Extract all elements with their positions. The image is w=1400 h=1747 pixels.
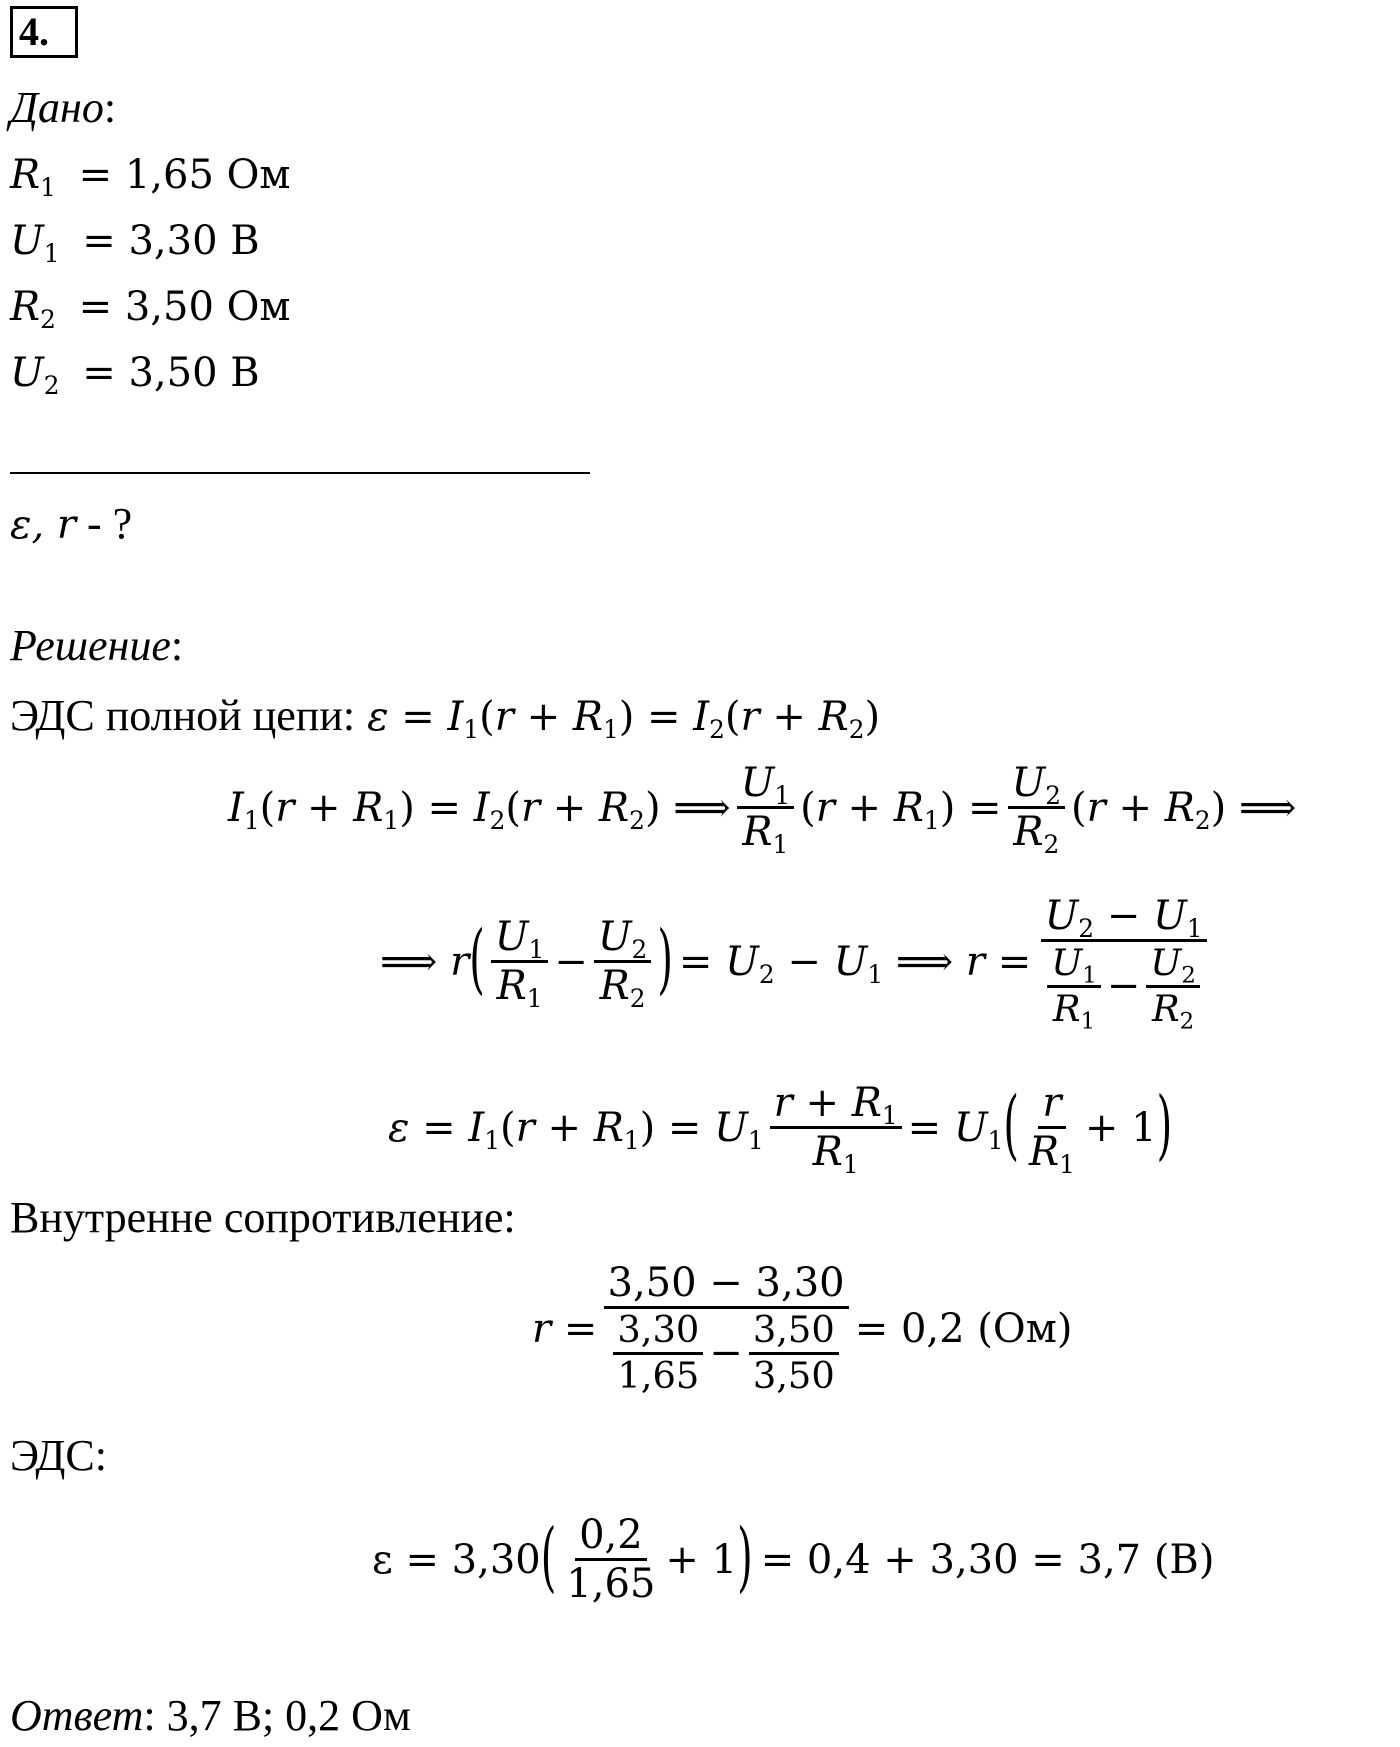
derivation-line-2: ⟹ r ( $\frac{U_1}{R_1}$ − $\frac{U_2}{R_2}$ ) = $U_2 - U_1$ ⟹ r = $U_2 - U_1$ $\frac{U_1}{R_1}$ − $\frac{U_2}{R_2}$ [380, 895, 1216, 1028]
find-line [10, 498, 132, 549]
r-r2-value: 3,50 [752, 1353, 835, 1397]
emf-prefix: ε = 3,30 [372, 1536, 541, 1583]
fraction-r-numeric: 3,50 − 3,30 $\frac{3,30}{1,65}$ − $\frac{3,50}{3,50}$ [603, 1262, 848, 1395]
derivation-line-3: $\varepsilon = I_1(r + R_1) = U_1$ $\frac{r + R_1}{R_1}$ = $U_1$ ( $\frac{r}{R_1}$ + 1 ) [388, 1080, 1173, 1179]
given-item-r1 [10, 152, 291, 202]
problem-number: 4. [10, 6, 78, 58]
fraction-r-formula: $U_2 - U_1$ $\frac{U_1}{R_1}$ − $\frac{U_2}{R_2}$ [1037, 895, 1210, 1028]
given-sub: 1 [40, 172, 56, 202]
solution-label: Решение [10, 621, 171, 670]
given-label: Дано [10, 83, 104, 132]
given-sym: U [10, 350, 44, 396]
given-sym: R [10, 152, 41, 198]
given-sym: R [10, 284, 41, 330]
answer-line [10, 1690, 411, 1741]
emf-full-circuit-line [10, 690, 881, 744]
answer-label: Ответ [10, 1691, 144, 1740]
r-u1-value: 3,30 [613, 1311, 703, 1355]
find-suffix: - ? [76, 499, 133, 548]
fraction-emf [562, 1514, 659, 1605]
derivation-line-1: $I_1(r + R_1) = I_2(r + R_2)$ ⟹ $\frac{U_1}{R_1}$ $(r + R_1)$ = $\frac{U_2}{R_2}$ $(r + R_2)$ ⟹ [228, 760, 1297, 859]
given-sub: 1 [43, 238, 60, 268]
given-item-u1 [10, 218, 260, 268]
internal-resistance-calc: r = 3,50 − 3,30 $\frac{3,30}{1,65}$ − $\frac{3,50}{3,50}$ = 0,2 (Ом) [532, 1260, 1073, 1397]
answer-colon: : [143, 1691, 156, 1740]
emf-full-circuit-label: ЭДС полной цепи: [10, 691, 356, 740]
fraction-u1-r1: $\frac{U_1}{R_1}$ [737, 762, 795, 853]
r-result: = 0,2 (Ом) [854, 1305, 1073, 1352]
answer-text: 3,7 В; 0,2 Ом [155, 1691, 411, 1740]
given-value: = 3,30 В [82, 218, 260, 264]
emf-frac-den: 1,65 [566, 1561, 656, 1607]
given-heading [10, 82, 116, 133]
given-value: = 3,50 Ом [78, 284, 291, 330]
solution-colon: : [170, 621, 184, 670]
r-numerator: 3,50 − 3,30 [604, 1262, 849, 1309]
emf-full-circuit-formula: $\varepsilon = I_1(r + R_1) = I_2(r + R_2)$ [367, 694, 881, 744]
emf-frac-num: 0,2 [575, 1514, 647, 1561]
internal-resistance-label: Внутренне сопротивление: [10, 1193, 516, 1242]
given-value: = 1,65 Ом [78, 152, 291, 198]
r-u2-value: 3,50 [749, 1311, 839, 1355]
given-divider [10, 472, 590, 474]
given-sub: 2 [40, 304, 56, 334]
emf-result: = 0,4 + 3,30 = 3,7 (В) [760, 1536, 1215, 1583]
r-r1-value: 1,65 [617, 1353, 700, 1397]
given-sym: U [10, 218, 44, 264]
given-item-r2 [10, 284, 291, 334]
fraction-u2-r2: $\frac{U_2}{R_2}$ [1008, 762, 1066, 853]
find-vars: ε, r [10, 502, 77, 548]
solution-heading [10, 620, 183, 671]
given-sub: 2 [43, 370, 60, 400]
given-value: = 3,50 В [82, 350, 260, 396]
given-colon: : [103, 83, 117, 132]
emf-calc: ε = 3,30 ( $\frac{0,2}{1,65}$ + 1 ) = 0,4 + 3,30 = 3,7 (В) [372, 1512, 1215, 1607]
emf-label: ЭДС: [10, 1431, 107, 1480]
given-item-u2 [10, 350, 260, 400]
emf-tail: + 1 [665, 1536, 738, 1583]
